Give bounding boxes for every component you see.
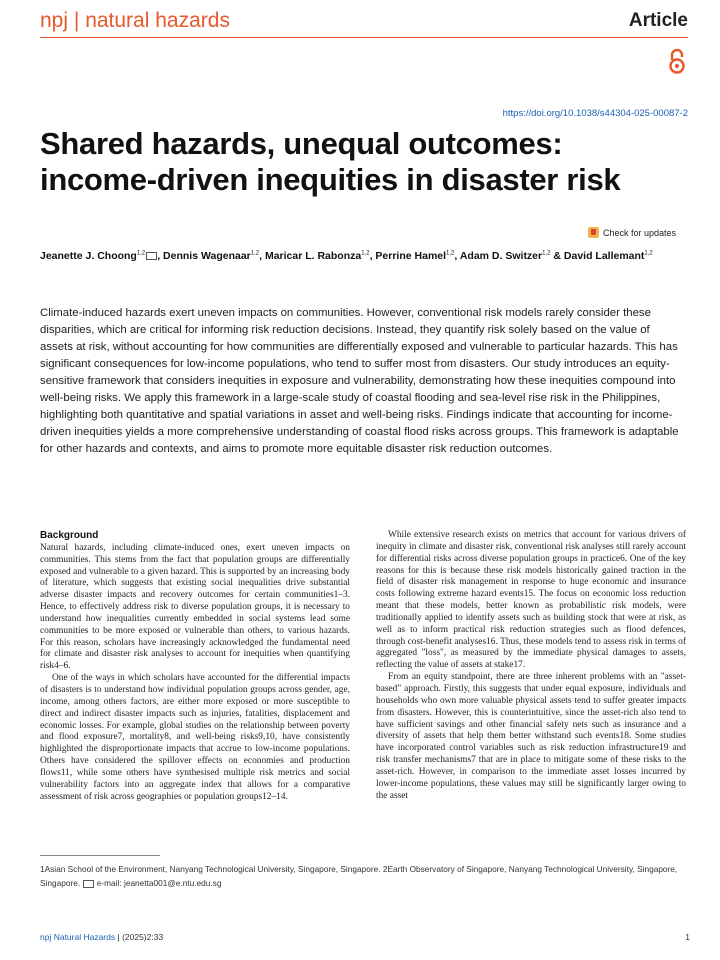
journal-citation	[40, 932, 163, 942]
author-name-text: Dennis Wagenaar	[163, 249, 251, 262]
author-separator: ,	[369, 249, 373, 262]
abstract: Climate-induced hazards exert uneven impacts on communities. However, conventional risk models rarely consider these disparities, which are critical for informing risk reduction decisions. Instead, they quantify risk solely based on the value of assets at risk, without accounting for how communities are differentially exposed and vulnerable to particular hazards. This has significant consequences for low-income populations, who tend to suffer most from disasters. Our study introduces an equity-sensitive framework that considers inequities in exposure and vulnerability, demonstrating how these inequities compound into well-being risks. We apply this framework in a large-scale study of coastal flooding and sea-level rise risk in the Philippines, highlighting both quantitative and spatial variations in asset and well-being risks. Findings indicate that accounting for income-driven inequities yields a more comprehensive understanding of coastal flood risks across groups. This framework is adaptable for other hazards and contexts, and aims to promote more equitable disaster risk reduction outcomes.	[40, 307, 679, 455]
author-name-text: David Lallemant	[563, 249, 645, 262]
page-number: 1	[685, 932, 690, 942]
check-for-updates-button[interactable]	[588, 227, 676, 238]
open-access-lock-icon	[666, 48, 688, 74]
body-text	[40, 530, 686, 803]
author-name[interactable]	[564, 250, 653, 262]
section-heading: Background	[40, 530, 99, 541]
author-name-text: Maricar L. Rabonza	[264, 249, 362, 262]
journal-prefix: npj	[40, 9, 69, 32]
author-affiliation-marker: 1,2	[446, 250, 455, 256]
author-separator: ,	[157, 249, 161, 262]
journal-name: natural hazards	[85, 9, 230, 32]
corresponding-email[interactable]: jeanetta001@e.ntu.edu.sg	[123, 878, 222, 888]
header-divider	[40, 37, 688, 38]
author-separator: ,	[259, 249, 263, 262]
author-affiliation-marker: 1,2	[644, 250, 653, 256]
author-name[interactable]	[163, 250, 262, 262]
author-affiliation-marker: 1,2	[250, 250, 260, 256]
author-affiliation-marker: 1,2	[361, 250, 370, 256]
footer-journal-name: npj Natural Hazards	[40, 932, 116, 942]
affiliations-text: 1Asian School of the Environment, Nanyang Technological University, Singapore, Singapore. 2Earth Observatory of Singapore, Nanyang Technological University, Singapore, Singapore.	[40, 864, 678, 888]
author-name[interactable]	[40, 250, 160, 262]
check-updates-label: Check for updates	[603, 227, 677, 238]
author-list	[40, 245, 690, 265]
footer-citation-detail: | (2025)2:33	[117, 932, 164, 942]
email-label: e-mail:	[96, 878, 122, 888]
body-paragraph: From an equity standpoint, there are three inherent problems with an "asset-based" approach. Firstly, this suggests that under equal exposure, individuals and households who own more valuable physical assets tend to suffer greater impacts from disasters. However, this is counterintuitive, since the asset-rich also tend to have sufficient savings and other financial safety nets such as insurance and a diversity of assets that help them better withstand such events18. Some studies have incorporated control variables such as risk reduction infrastructure19 and risk transfer mechanisms7 that are in place to mitigate some of these risks to the asset-rich. However, in comparison to the immediate asset losses incurred by lower-income populations, these values may still be significantly larger owing to the asset	[376, 672, 686, 801]
body-right-column	[376, 530, 686, 803]
journal-header	[40, 9, 230, 33]
author-separator: &	[550, 249, 561, 262]
author-name[interactable]	[265, 250, 373, 262]
author-name-text: Jeanette J. Choong	[40, 249, 137, 262]
author-name[interactable]	[375, 250, 457, 262]
affiliations	[40, 862, 690, 890]
footnote-divider	[40, 855, 160, 856]
page-footer	[40, 932, 690, 942]
title-line-2: income-driven inequities in disaster risk	[40, 162, 621, 197]
body-paragraph: One of the ways in which scholars have accounted for the differential impacts of disasters is to understand how individual population groups across gender, age, income, among others factors, are either more exposed or more susceptible to direct and indirect disaster impacts such as injuries, fatalities, displacement and economic losses. For example, global studies on the relationship between poverty and flood exposure7, mortality8, and well-being risks9,10, have consistently highlighted the disproportionate impacts that accrue to low-income populations. Others have considered the spillover effects on economies and production flows11, while some others have synthesised multiple risk metrics and social vulnerability factors into an aggregate index that allows for a comparative assessment of risk across geographies or population groups12–14.	[40, 673, 350, 802]
author-name-text: Perrine Hamel	[375, 249, 447, 262]
author-affiliation-marker: 1,2	[542, 250, 551, 256]
body-paragraph: Natural hazards, including climate-induced ones, exert uneven impacts on communities. This stems from the fact that population groups are differentially exposed and vulnerable to a given hazard. This is supported by an increasing body of literature, which suggests that existing social inequalities drive substantial adverse disaster impacts and recovery outcomes for certain communities1–3. Hence, to effectively address risk to diverse population groups, it is necessary to understand how inequalities currently embedded in social systems lead some communities to be more exposed or vulnerable than others, to various hazards. For this reason, scholars have increasingly acknowledged the fundamental need for climate and disaster risk analyses to account for inequities when quantifying risk4–6.	[40, 542, 350, 672]
check-updates-icon	[588, 227, 599, 238]
email-icon[interactable]	[146, 252, 157, 260]
body-left-column	[40, 530, 350, 803]
email-icon	[83, 880, 94, 888]
article-title	[40, 126, 700, 198]
doi-link[interactable]: https://doi.org/10.1038/s44304-025-00087-2	[502, 108, 688, 119]
author-affiliation-marker: 1,2	[136, 250, 146, 256]
journal-separator: |	[73, 9, 80, 32]
body-paragraph: While extensive research exists on metrics that account for various drivers of inequity in climate and disaster risk, conventional risk analyses still rarely account for differential risks across diverse population groups in practice6. One of the key reasons for this is because these risk models historically gained traction in the field of disaster risk management in response to huge economic and insurance costs following extreme hazard events15. The focus on economic loss reduction meant that these models, better known as probabilistic risk models, were traditionally applied to identify assets such as building stock that were at risk, as well as to inform practical risk reduction strategies such as flood defences, through cost-benefit analyses16. Thus, these models tend to assess risk in terms of aggregated "loss", as measured by the immediate physical damages to assets, reflecting the value of assets at stake17.	[376, 530, 686, 671]
author-separator: ,	[454, 249, 458, 262]
title-line-1: Shared hazards, unequal outcomes:	[40, 126, 563, 161]
author-name[interactable]	[460, 250, 561, 262]
article-type-label: Article	[628, 10, 688, 31]
author-name-text: Adam D. Switzer	[459, 249, 543, 262]
